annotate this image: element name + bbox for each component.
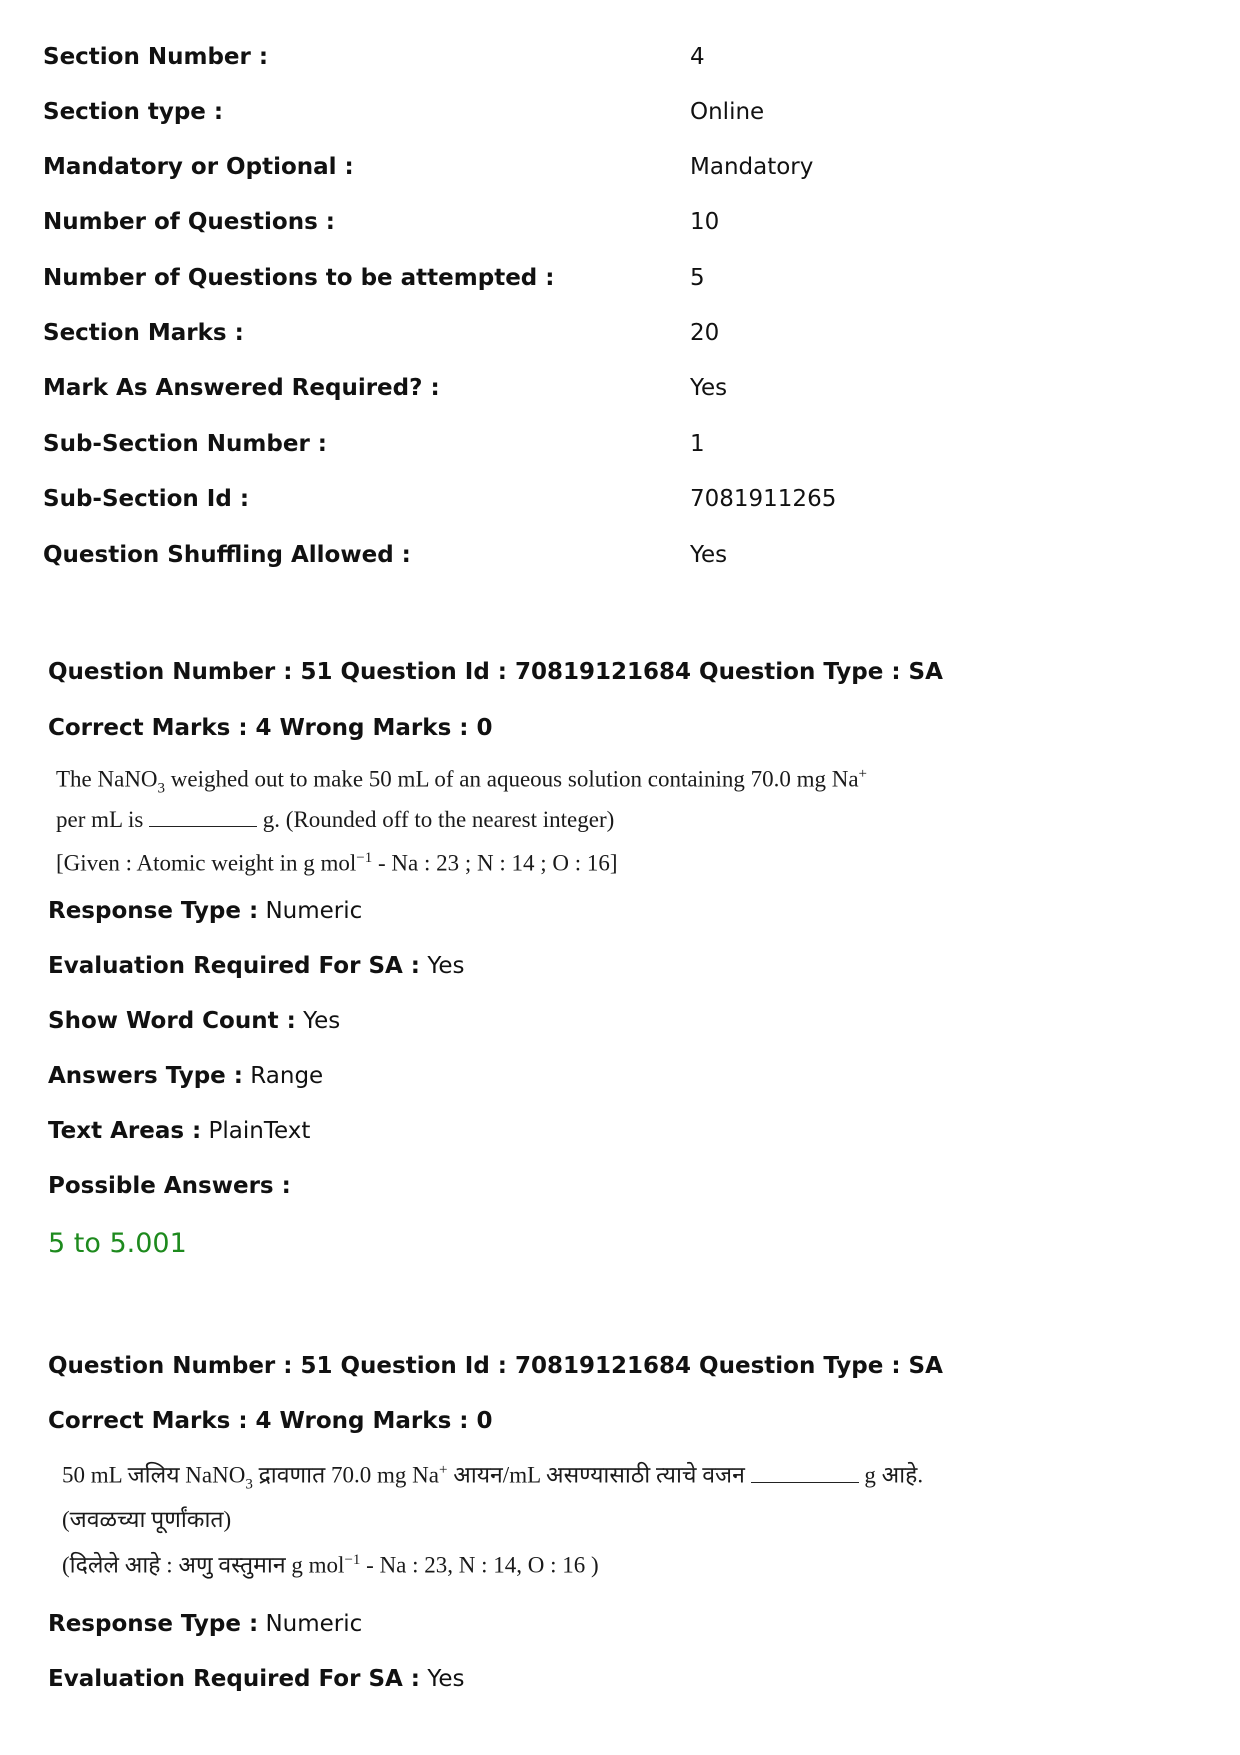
section-number-value: 4 [690, 44, 705, 70]
sub-section-number-label: Sub-Section Number : [43, 431, 328, 457]
sub-section-id-row [43, 479, 1193, 519]
mandatory-value: Mandatory [690, 154, 814, 180]
response-type: Response Type : Numeric [48, 898, 363, 924]
possible-answers-label: Possible Answers : [48, 1173, 291, 1199]
evaluation-required: Evaluation Required For SA : Yes [48, 953, 465, 979]
question-header: Question Number : 51 Question Id : 70819121684 Question Type : SA [48, 659, 943, 685]
question-text-english [56, 758, 867, 880]
question-text-marathi [62, 1454, 923, 1582]
section-number-row [43, 37, 1193, 77]
number-of-questions-label: Number of Questions : [43, 209, 335, 235]
question-2-line-2: (जवळच्या पूर्णांकात) [62, 1507, 232, 1533]
questions-to-attempt-value: 5 [690, 265, 705, 291]
possible-answer-value: 5 to 5.001 [48, 1228, 187, 1259]
question-line-1: The NaNO$_3$ weighed out to make 50 mL of an aqueous solution containing 70.0 mg Na+ [56, 766, 868, 797]
section-marks-row [43, 313, 1193, 353]
questions-to-attempt-row [43, 258, 1193, 298]
question-marks-2: Correct Marks : 4 Wrong Marks : 0 [48, 1408, 493, 1434]
question-2-line-1: 50 mL जलिय NaNO$_3$ द्रावणात 70.0 mg Na+ आयन/mL असण्यासाठी त्याचे वजन g आहे. [62, 1462, 924, 1493]
text-areas: Text Areas : PlainText [48, 1118, 311, 1144]
question-header-2: Question Number : 51 Question Id : 70819121684 Question Type : SA [48, 1353, 943, 1379]
sub-section-id-value: 7081911265 [690, 486, 837, 512]
mark-answered-row [43, 368, 1193, 408]
sub-section-id-label: Sub-Section Id : [43, 486, 250, 512]
sub-section-number-value: 1 [690, 431, 705, 457]
question-shuffling-value: Yes [690, 542, 728, 568]
questions-to-attempt-label: Number of Questions to be attempted : [43, 265, 555, 291]
mark-answered-value: Yes [690, 375, 728, 401]
section-marks-label: Section Marks : [43, 320, 244, 346]
section-number-label: Section Number : [43, 44, 269, 70]
evaluation-required-2: Evaluation Required For SA : Yes [48, 1666, 465, 1692]
mark-answered-label: Mark As Answered Required? : [43, 375, 440, 401]
sub-section-number-row [43, 424, 1193, 464]
section-marks-value: 20 [690, 320, 720, 346]
section-type-label: Section type : [43, 99, 224, 125]
answer-blank-2 [751, 1464, 859, 1483]
answer-blank [149, 808, 257, 827]
question-line-2: per mL is g. (Rounded off to the nearest integer) [56, 807, 615, 833]
section-type-row [43, 92, 1193, 132]
number-of-questions-value: 10 [690, 209, 720, 235]
question-shuffling-row [43, 535, 1193, 575]
mandatory-label: Mandatory or Optional : [43, 154, 354, 180]
question-2-line-3: (दिलेले आहे : अणु वस्तुमान g mol$^{-1}$ - Na : 23, N : 14, O : 16 ) [62, 1552, 599, 1578]
answers-type: Answers Type : Range [48, 1063, 324, 1089]
question-marks: Correct Marks : 4 Wrong Marks : 0 [48, 715, 493, 741]
number-of-questions-row [43, 202, 1193, 242]
question-line-3: [Given : Atomic weight in g mol$^{-1}$ - Na : 23 ; N : 14 ; O : 16] [56, 850, 618, 876]
response-type-2: Response Type : Numeric [48, 1611, 363, 1637]
show-word-count: Show Word Count : Yes [48, 1008, 341, 1034]
mandatory-row [43, 147, 1193, 187]
question-shuffling-label: Question Shuffling Allowed : [43, 542, 411, 568]
section-type-value: Online [690, 99, 765, 125]
